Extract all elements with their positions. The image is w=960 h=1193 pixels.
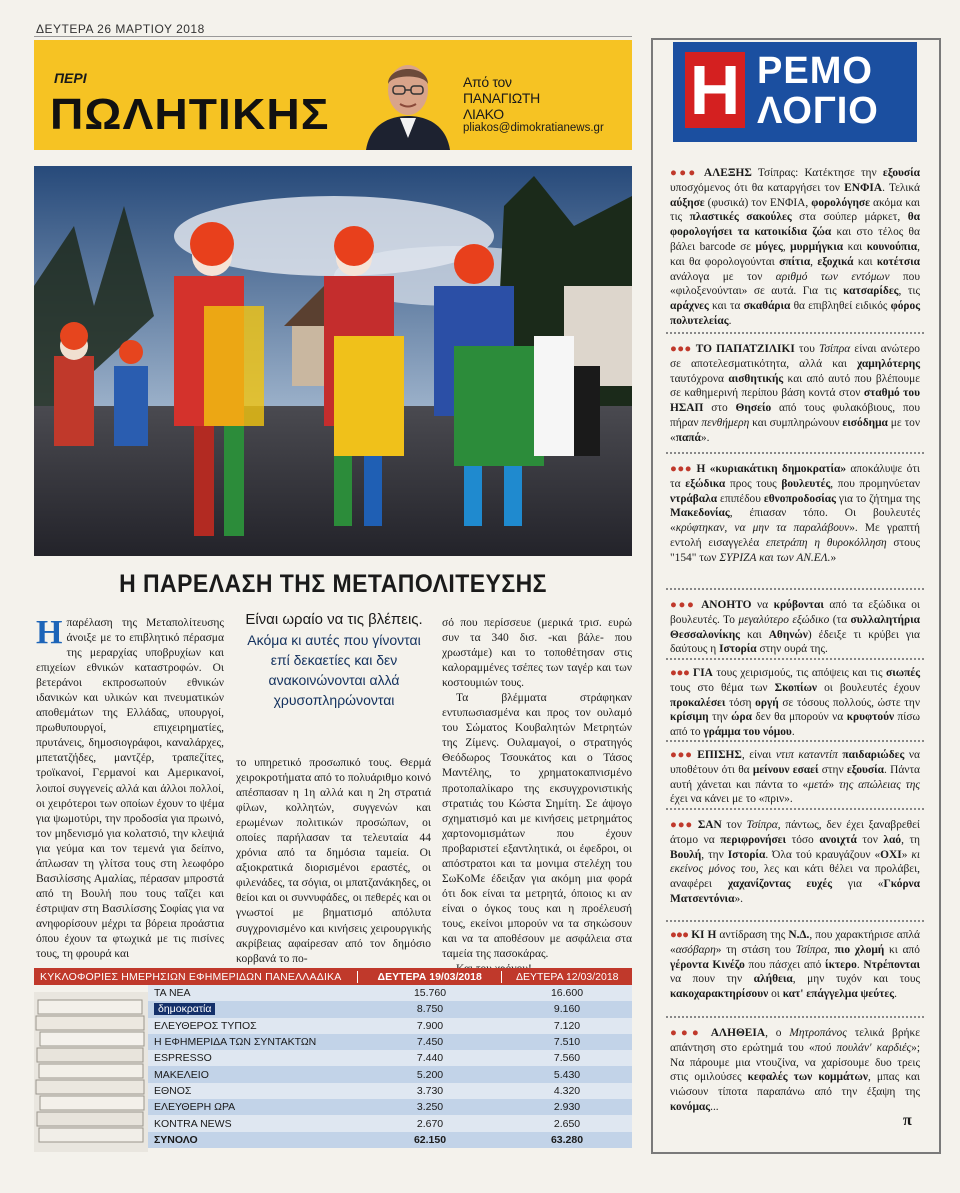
circulation-week-1: 3.730 [416,1084,444,1097]
circulation-week-1: 7.440 [416,1052,444,1065]
sidebar-divider [666,808,924,812]
author-email[interactable]: pliakos@dimokratianews.gr [463,122,604,134]
bullet-dots-icon: ●●● [670,463,693,475]
circulation-week-2: 7.510 [553,1036,581,1049]
article-headline: Η ΠΑΡΕΛΑΣΗ ΤΗΣ ΜΕΤΑΠΟΛΙΤΕΥΣΗΣ [119,570,547,598]
circulation-week-2: 7.560 [553,1052,581,1065]
table-row [148,1018,632,1034]
bullet-dots-icon: ●●● [670,343,692,355]
circulation-week-1: 2.670 [416,1117,444,1130]
bullet-dots-icon: ●●● [670,819,694,831]
author-byline [463,74,540,122]
total-label: ΣΥΝΟΛΟ [154,1133,198,1146]
author-portrait [360,46,456,150]
sidebar-divider [666,920,924,924]
author-first-name: ΠΑΝΑΓΙΩΤΗ [463,90,540,106]
sidebar-item: ●●● Η «κυριακάτικη δημοκρατία» αποκάλυψε ότι τα εξώδικα προς τους βουλευτές, που προμηνύεταν ντράβαλα επιπέδου εθνοπροδοσίας για το ζήτημα της Μακεδονίας, έπιασαν τόπο. Οι βουλευτές «κρύφτηκαν, να μην τα παραλάβουν». Με γραπτή εντολή εισαγγελέα επετράπη η θυροκόλληση στους "154" των ΣΥΡΙΖΑ και των ΑΝ.ΕΛ.» [670,463,920,564]
newspaper-name: ΕΛΕΥΘΕΡΟΣ ΤΥΠΟΣ [154,1019,257,1032]
column-3-text-b: Τα βλέμματα στράφηκαν εντυπωσιασμένα και προς τον ουλαμό του Σώματος Κουβαλητών Μετρητών της Ζίμενς. Ουλαμαγοί, ο στρατηγός Θεόδωρος Τσουκάτος και ο Τάσος Μαντέλης, το χρηματοκαπνισμένο προτοπαλίκαρο της εκσυγχρονιστικής στρατιάς του Κώστα Σημίτη. Σε άψογο σχηματισμό και με κινήσεις μετρημάτος χαρτονομισμάτων που έχουν προβαριστεί εξαντλητικά, οι έφεδροι, οι απόστρατοι και τα μονιμα στελέχη του ΣωΚοΜε έδειξαν για ακόμη μια φορά ότι δοκ είναι τα μετρητά, όποιος κι αν είναι ο όγκος τους και η προέλευσή τους, εκείνοι μπορούν να τα σηκώσουν και να τα αποθέσουν με ασφάλεια στα ταμεία της πασοκάρας. [442,692,632,961]
sidebar-item: ●●● ΤΟ ΠΑΠΑΤΖΙΛΙΚΙ του Τσίπρα είναι ανώτερο σε αποτελεσματικότητα, αλλά και χαμηλότερης ταυτόχρονα αισθητικής και από αυτό που βλέπουμε σε καθημερινή περίπου βάση κοντά στον σταθμό του ΗΣΑΠ στο Θησείο από τους φυλακόβιους, που πήραν πενθήμερη και συμπληρώνουν εισόδημα με τον «παπά». [670,343,920,444]
masthead-line-2: ΛΟΓΙΟ [757,90,879,132]
table-total-row [148,1132,632,1148]
circulation-week-1: 15.760 [413,987,447,1000]
sidebar-divider [666,332,924,336]
author-last-name: ΛΙΑΚΟ [463,106,504,122]
sidebar-item: ●●● ΚΙ Η αντίδραση της Ν.Δ., που χαρακτήρισε απλά «ασόβαρη» τη στάση του Τσίπρα, πιο χλομή κι από γέροντα Κινέζο που πάσχει από ίκτερο. Ντρέπονται να πουν την αλήθεια, μην τυχόν και τους κακοχαρακτηρίσουν οι κατ' επάγγελμα ψεύτες. [670,929,921,1001]
bullet-dots-icon: ●●● [670,749,693,761]
table-row [148,1115,632,1131]
parade-photo [34,166,632,556]
circulation-week-1: 5.200 [416,1068,444,1081]
bullet-dots-icon: ●●● [670,167,698,179]
newspaper-name: Η ΕΦΗΜΕΡΙΔΑ ΤΩΝ ΣΥΝΤΑΚΤΩΝ [154,1036,317,1049]
masthead-line-1: ΡΕΜΟ [757,50,873,92]
sidebar-item: ●●● ΑΛΕΞΗΣ Τσίπρας: Κατέκτησε την εξουσία υποσχόμενος ότι θα καταργήσει τον ΕΝΦΙΑ. Τελικά αύξησε (φυσικά) τον ΕΝΦΙΑ, φορολόγησε ακόμα και τις πλαστικές σακούλες στα σούπερ μάρκετ, θα φορολογήσει τα κατοικίδια ζώα και στο τέλος θα βάλει barcode σε μύγες, μυρμήγκια και κουνούπια, και θα φορολογούνται σπίτια, εξοχικά και κοτέτσια ανάλογα με τον αριθμό των εντόμων που «φιλοξενούνται» σε αυτά. Για τις κατσαρίδες, τις αράχνες και τα σκαθάρια θα επιβληθεί ειδικός φόρος πολυτελείας. [670,167,921,327]
circulation-week-2: 2.930 [553,1101,581,1114]
bullet-dots-icon: ●●● [670,1027,703,1039]
bullet-dots-icon: ●●● [670,599,696,611]
bullet-dots-icon: ●●● [670,929,689,941]
circulation-week-1: 3.250 [416,1101,444,1114]
newspaper-name: ESPRESSO [154,1052,212,1065]
sidebar-item: ●●● ΣΑΝ τον Τσίπρα, πάντως, δεν έχει ξαναβρεθεί άτομο να περιφρονήσει τόσο ανοιχτά τον λαό, τη Βουλή, την Ιστορία. Όλα τού κραυγάζουν «ΟΧΙ» κι εκείνος μόνος του, λες και κάτι θέλει να προλάβει, αναφέρει χαχανίζοντας ευχές για «Γκόρνα Ματσεντόνια». [670,819,921,905]
article-column-2 [236,756,431,967]
article-column-3 [442,616,632,977]
sidebar-divider [666,740,924,744]
circulation-week-1: 8.750 [416,1003,444,1016]
bullet-dots-icon: ●●● [670,667,690,679]
sidebar-item: ●●● ΑΝΟΗΤΟ να κρύβονται από τα εξώδικα οι βουλευτές. Το μεγαλύτερο εξώδικο (τα συλλαλητήρια Θεσσαλονίκης και Αθηνών) έδειξε τι κρύβει για δαύτους η Ιστορία στην ουρά της. [670,599,920,656]
circulation-table [34,968,632,1146]
column-3-text-a: σό που περίσσευε (μερικά τρισ. ευρώ συν τα 340 δισ. -και βάλε- που χρωστάμε) και το τοποθέτησαν στις καλοραμμένες τσέπες των ταγέρ και των κοστουμιών τους. [442,617,632,690]
table-col-2-header: ΔΕΥΤΕΡΑ 12/03/2018 [501,971,632,983]
sidebar-item: ●●● ΑΛΗΘΕΙΑ, ο Μητροπάνος τελικά βρήκε απάντηση στο ερώτημά του «πού πουλάν' καρδιές»; Να πάρουμε μια ντουζίνα, να χαρίσουμε δυο τρεις στις ομιλούσες κεφαλές των κομμάτων, μπας και νιώσουν τίποτα παραπάνω από την έξαψη της κονόμας... [670,1027,920,1113]
table-row [148,1001,632,1017]
circulation-week-2: 5.430 [553,1068,581,1081]
circulation-week-1: 7.900 [416,1019,444,1032]
drop-cap: Η [36,614,63,651]
table-header [34,968,632,985]
pull-quote-rest: Ακόμα κι αυτές που γίνονται επί δεκαετίες και δεν ανακοινώνονται αλλά χρυσοπληρώνονται [247,632,421,708]
top-rule [34,36,632,37]
column-2-text: το υπηρετικό προσωπικό τους. Θερμά χειροκροτήματα από το πολυάριθμο κοινό απέσπασαν η 1η αλλά και η 2η στρατιά φίλων, κολλητών, συγγενών και ερωμένων πολιτικών προσώπων, οι οποίες παρήλασαν τα τελευταία 44 χρόνια από τα δημόσια ταμεία. Οι αξιοκρατικά διορισμένοι εραστές, οι φιλενάδες, τα σόγια, οι μπατζανάκηδες, οι θείοι και οι συννυφάδες, οι πεθερές και οι γνωστοί με βηματισμό απόλυτα συγχρονισμένο και κινήσεις χειρουργικής ακρίβειας αφαίρεσαν από τον δημόσιο κορβανά το πο- [236,757,431,965]
issue-date: ΔΕΥΤΕΡΑ 26 ΜΑΡΤΙΟΥ 2018 [36,22,205,36]
sidebar-divider [666,658,924,662]
total-week-2: 63.280 [550,1133,584,1146]
newspaper-name: ΕΛΕΥΘΕΡΗ ΩΡΑ [154,1101,236,1114]
end-mark: π [903,1112,912,1129]
table-row [148,1099,632,1115]
circulation-week-1: 7.450 [416,1036,444,1049]
newspaper-name: ΤΑ ΝΕΑ [154,987,191,1000]
sidebar-divider [666,1016,924,1020]
table-row [148,1050,632,1066]
pull-quote-lead: Είναι ωραίο να τις βλέπεις. [245,611,423,628]
newspaper-name: ΕΘΝΟΣ [154,1084,192,1097]
newspaper-name: KONTRA NEWS [154,1117,232,1130]
table-col-1-header: ΔΕΥΤΕΡΑ 19/03/2018 [357,971,502,983]
newspaper-name [148,1003,358,1015]
sidebar-divider [666,452,924,456]
table-row [148,1083,632,1099]
total-week-1: 62.150 [413,1133,447,1146]
column-title: ΠΩΛΗΤΙΚΗΣ [50,90,330,139]
circulation-week-2: 2.650 [553,1117,581,1130]
sidebar-item: ●●● ΕΠΙΣΗΣ, είναι ντιπ καταντίπ παιδαριώδες να υποθέτουν ότι θα μείνουν εσαεί στην εξουσία. Πάντα αυτή χάνεται και πάντα το «μετά» της απώλειας της έχει να κάνει με το «πριν». [670,749,921,806]
highlighted-newspaper-name: δημοκρατία [154,1003,215,1015]
newspaper-name: ΜΑΚΕΛΕΙΟ [154,1068,209,1081]
circulation-week-2: 7.120 [553,1019,581,1032]
circulation-week-2: 16.600 [550,987,584,1000]
article-column-1 [36,616,224,962]
table-title: ΚΥΚΛΟΦΟΡΙΕΣ ΗΜΕΡΗΣΙΩΝ ΕΦΗΜΕΡΙΔΩΝ ΠΑΝΕΛΛΑΔΙΚΑ [40,970,342,983]
table-row [148,1034,632,1050]
circulation-week-2: 4.320 [553,1084,581,1097]
column-1-text: παρέλαση της Μεταπολίτευσης άνοιξε με το επιβλητικό πέρασμα της μεραρχίας υποβρυχίων και επιχείων εθνικών καταστροφών. Οι βετεράνοι εκπροσωπούν εθνικών ιδανικών και υλικών και πνευματικών αποθεμάτων της Ελλάδας, υπουργοί, πρωθυπουργοί, επιχειρηματίες, πρυτάνεις, δημοσιογράφοι, καναλάρχες, μπετατζήδες, μαντζέρ, τραπεζίτες, τροϊκανοί, Γερμανοί και Αμερικανοί, λοιποί συγγενείς αλλά και άλλοι πολλοί, οι χειρότεροι των οποίων έχουν το ψέμα για ψωμοτύρι, την προδοσία για πρωινό, τον μηδενισμό για κολατσιό, την κλεψιά για γεύμα και τον τεμενά για δείπνο, άπλωσαν τη γλίτσα τους στη λεωφόρο Βασιλίσσης Αμαλίας, πέρασαν μπροστά από τη Βουλή που τους ταΐζει και έστριψαν στη Βασιλίσσης Σοφίας για να ανηφορίσουν μέχρι τα βόρεια προάστια όπου έχουν τα φτωχικά με τις πισίνες τους, τη φρουρά και [36,617,224,961]
table-row [148,1066,632,1082]
circulation-week-2: 9.160 [553,1003,581,1016]
table-body [148,985,632,1148]
column-kicker: ΠΕΡΙ [54,70,87,86]
by-label: Από τον [463,74,512,90]
newspaper-pile-image [34,992,148,1152]
sidebar-divider [666,588,924,592]
masthead-h-letter: Η [685,52,745,128]
sidebar-item: ●●● ΓΙΑ τους χειρισμούς, τις απόψεις και τις σιωπές τους στο θέμα των Σκοπίων οι βουλευτές έχουν προκαλέσει τόση οργή σε τόσους πολλούς, ώστε την κρίσιμη την ώρα δεν θα μπορούν να κρυφτούν πίσω από το γράμμα του νόμου. [670,667,920,739]
sidebar-masthead [673,42,917,142]
pull-quote [236,610,432,710]
table-row [148,985,632,1001]
